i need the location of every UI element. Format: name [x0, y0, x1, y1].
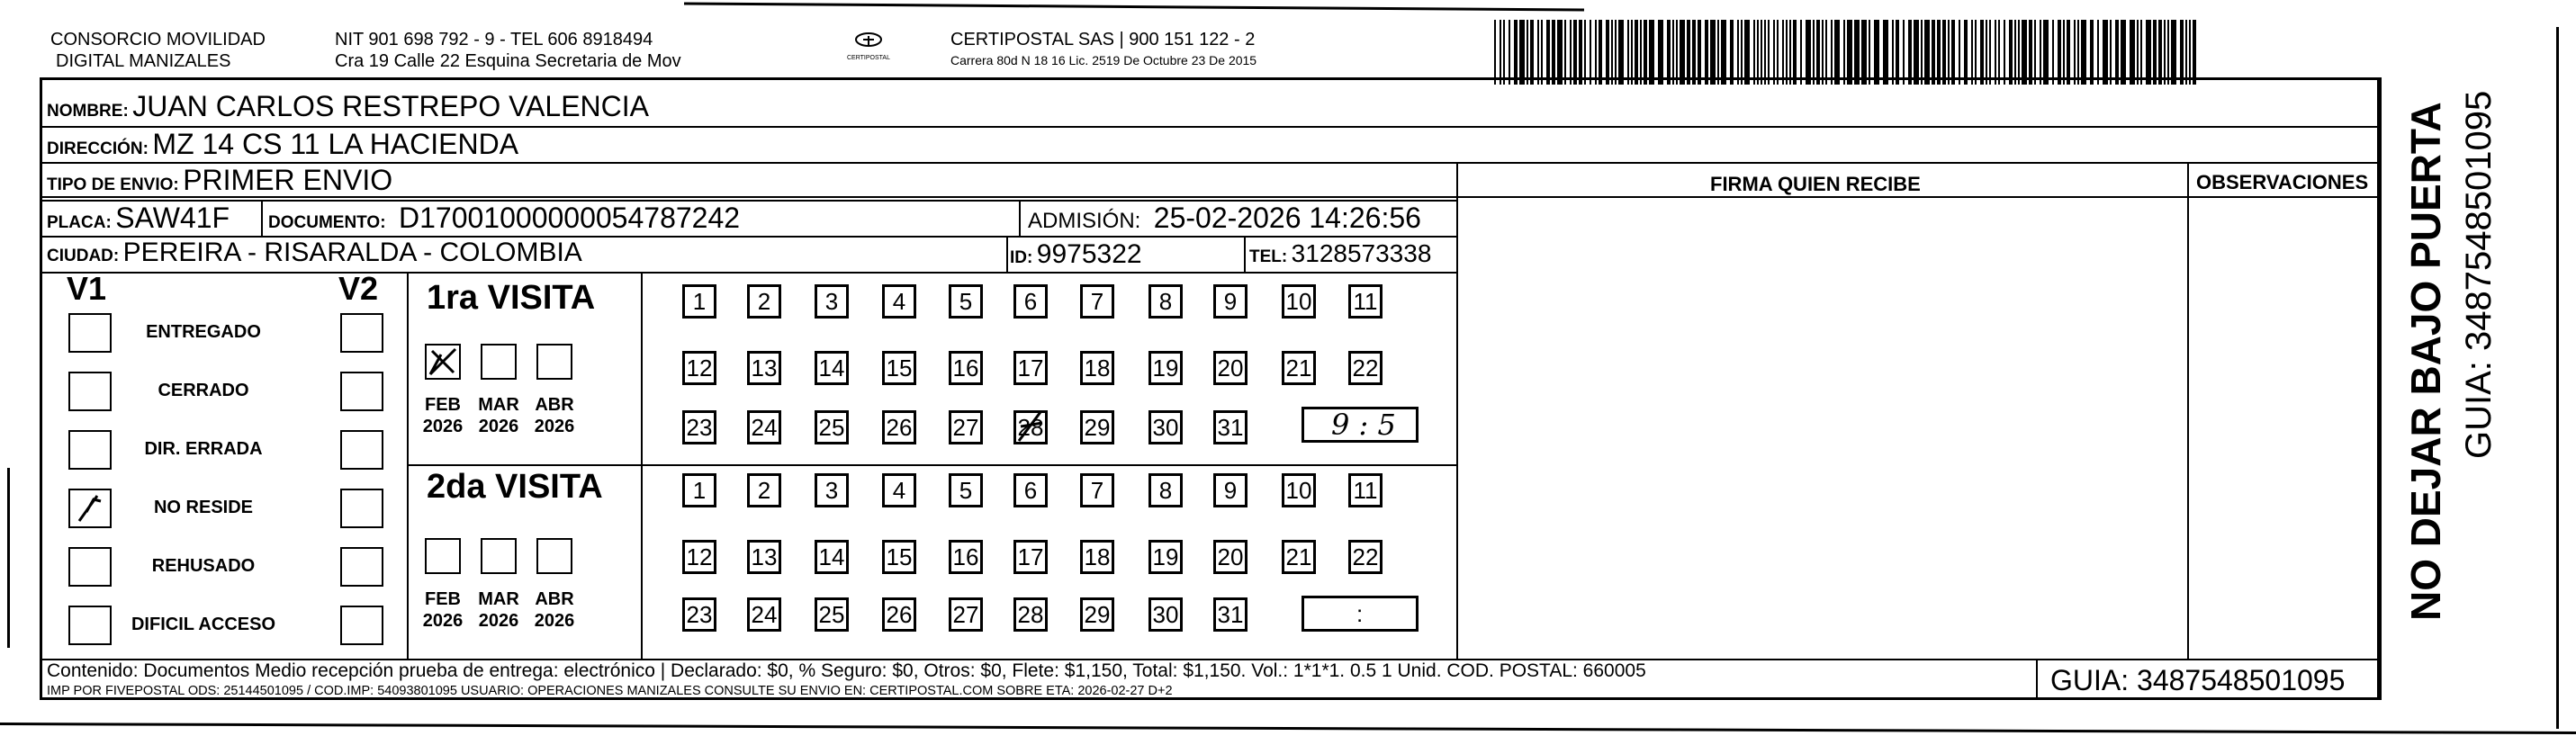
- admision-row: ADMISIÓN: 25-02-2026 14:26:56: [1028, 202, 1421, 234]
- status-label: NO RESIDE: [153, 498, 254, 517]
- day-box[interactable]: 10: [1282, 473, 1316, 507]
- visit-divider: [407, 464, 1456, 466]
- ciudad-row: CIUDAD: PEREIRA - RISARALDA - COLOMBIA: [47, 238, 582, 267]
- month-checkbox[interactable]: [425, 538, 461, 574]
- col-divider: [2187, 162, 2189, 659]
- col-divider: [261, 200, 263, 236]
- tipo-envio-value: PRIMER ENVIO: [183, 164, 393, 196]
- month-label: ABR 2026: [534, 395, 575, 436]
- company-contact: NIT 901 698 792 - 9 - TEL 606 8918494 Cra 19 Calle 22 Esquina Secretaria de Mov: [335, 30, 681, 71]
- top-tear-edge: [684, 3, 1584, 12]
- day-box[interactable]: 2: [747, 473, 781, 507]
- day-box[interactable]: 15: [882, 540, 916, 574]
- day-box[interactable]: 28: [1013, 597, 1048, 632]
- v2-checkbox[interactable]: [340, 547, 383, 587]
- second-visit-time-placeholder: :: [1356, 600, 1364, 627]
- id-row: ID: 9975322: [1010, 239, 1142, 269]
- day-box[interactable]: 11: [1348, 473, 1383, 507]
- day-box[interactable]: 26: [882, 597, 916, 632]
- certipostal-info: CERTIPOSTAL SAS | 900 151 122 - 2 Carrera 80d N 18 16 Lic. 2519 De Octubre 23 De 2015: [950, 30, 1257, 67]
- day-box[interactable]: 17: [1013, 540, 1048, 574]
- tipo-envio-row: TIPO DE ENVIO: PRIMER ENVIO: [47, 164, 393, 196]
- second-visit-time-box[interactable]: [1302, 596, 1419, 632]
- signature-area-top: [1456, 196, 2380, 198]
- company-name: CONSORCIO MOVILIDAD DIGITAL MANIZALES: [50, 30, 266, 71]
- day-box[interactable]: 27: [949, 597, 983, 632]
- observaciones-label: OBSERVACIONES: [2196, 171, 2369, 193]
- month-label: MAR 2026: [478, 395, 519, 436]
- day-box[interactable]: 31: [1213, 410, 1247, 444]
- day-box[interactable]: 29: [1080, 597, 1114, 632]
- documento-value: D17001000000054787242: [399, 202, 741, 234]
- day-box[interactable]: 1: [682, 473, 716, 507]
- day-box[interactable]: 13: [747, 351, 781, 385]
- col-divider: [1456, 162, 1458, 659]
- day-box[interactable]: 6: [1013, 473, 1048, 507]
- bottom-tear-edge: [0, 723, 2576, 734]
- row-divider: [40, 272, 1456, 274]
- placa-row: PLACA: SAW41F: [47, 202, 230, 234]
- day-box[interactable]: 4: [882, 473, 916, 507]
- day-box[interactable]: 3: [815, 473, 849, 507]
- direccion-row: DIRECCIÓN: MZ 14 CS 11 LA HACIENDA: [47, 128, 519, 160]
- day-box[interactable]: 9: [1213, 284, 1247, 319]
- footer-imp: IMP POR FIVEPOSTAL ODS: 25144501095 / COD.IMP: 54093801095 USUARIO: OPERACIONES MANIZALES CONSULTE SU ENVIO EN: CERTIPOSTAL.COM SOBRE ETA: 2026-02-27 D+2: [47, 684, 1173, 698]
- day-box[interactable]: 21: [1282, 540, 1316, 574]
- side-guia: GUIA: 3487548501095: [2459, 90, 2499, 459]
- day-box[interactable]: 23: [682, 410, 716, 444]
- day-box[interactable]: 12: [682, 351, 716, 385]
- day-box[interactable]: 16: [949, 351, 983, 385]
- footer-divider: [2036, 659, 2038, 700]
- day-box[interactable]: 29: [1080, 410, 1114, 444]
- barcode: [1494, 20, 2205, 85]
- status-label: DIFICIL ACCESO: [131, 615, 275, 634]
- right-tear-edge: [2556, 27, 2559, 729]
- v2-label: V2: [338, 270, 379, 307]
- month-label: FEB 2026: [422, 589, 464, 631]
- status-label: DIR. ERRADA: [144, 439, 263, 459]
- day-box[interactable]: 7: [1080, 473, 1114, 507]
- month-checkbox[interactable]: [481, 344, 517, 380]
- v2-checkbox[interactable]: [340, 430, 383, 470]
- day-box[interactable]: 30: [1148, 597, 1183, 632]
- v2-checkbox[interactable]: [340, 606, 383, 645]
- day-box[interactable]: 8: [1148, 284, 1183, 319]
- day-box[interactable]: 30: [1148, 410, 1183, 444]
- day-box[interactable]: 13: [747, 540, 781, 574]
- col-divider: [1244, 236, 1246, 272]
- day-box[interactable]: 7: [1080, 284, 1114, 319]
- day-box[interactable]: 26: [882, 410, 916, 444]
- month-checkbox[interactable]: [536, 344, 572, 380]
- month-label: FEB 2026: [422, 395, 464, 436]
- day-box[interactable]: 9: [1213, 473, 1247, 507]
- footer-guia: GUIA: 3487548501095: [2050, 664, 2346, 696]
- v2-checkbox[interactable]: [340, 489, 383, 528]
- month-checkbox[interactable]: [425, 344, 461, 380]
- day-box[interactable]: 2: [747, 284, 781, 319]
- col-divider: [1019, 200, 1021, 236]
- day-box[interactable]: 1: [682, 284, 716, 319]
- day-box[interactable]: 3: [815, 284, 849, 319]
- month-label: ABR 2026: [534, 589, 575, 631]
- month-label: MAR 2026: [478, 589, 519, 631]
- direccion-value: MZ 14 CS 11 LA HACIENDA: [152, 128, 519, 160]
- day-box[interactable]: 11: [1348, 284, 1383, 319]
- day-box[interactable]: 24: [747, 597, 781, 632]
- nombre-value: JUAN CARLOS RESTREPO VALENCIA: [132, 90, 649, 122]
- day-box[interactable]: 20: [1213, 540, 1247, 574]
- day-box[interactable]: 22: [1348, 540, 1383, 574]
- first-visit-time-box[interactable]: [1302, 407, 1419, 443]
- month-checkbox[interactable]: [536, 538, 572, 574]
- day-box[interactable]: 18: [1080, 540, 1114, 574]
- day-box[interactable]: 4: [882, 284, 916, 319]
- day-box[interactable]: 18: [1080, 351, 1114, 385]
- day-box[interactable]: 12: [682, 540, 716, 574]
- day-box[interactable]: 5: [949, 473, 983, 507]
- first-visit-title: 1ra VISITA: [427, 279, 596, 317]
- first-visit-time-value: 9 : 5: [1331, 408, 1396, 442]
- placa-value: SAW41F: [115, 202, 230, 234]
- v2-checkbox[interactable]: [340, 313, 383, 353]
- col-divider: [2380, 77, 2382, 700]
- documento-row: DOCUMENTO: D17001000000054787242: [268, 202, 741, 234]
- firma-label: FIRMA QUIEN RECIBE: [1710, 173, 1921, 195]
- footer-contenido: Contenido: Documentos Medio recepción prueba de entrega: electrónico | Declarado: $0, % Seguro: $0, Otros: $0, Flete: $1,150, Total: $1,150. Vol.: 1*1*1. 0.5 1 Unid. COD. POSTAL: 660005: [47, 660, 1646, 681]
- day-box[interactable]: 31: [1213, 597, 1247, 632]
- day-box[interactable]: 20: [1213, 351, 1247, 385]
- tel-value: 3128573338: [1291, 239, 1432, 267]
- day-box[interactable]: 15: [882, 351, 916, 385]
- day-box[interactable]: 5: [949, 284, 983, 319]
- month-checkbox[interactable]: [481, 538, 517, 574]
- status-label: REHUSADO: [151, 556, 256, 576]
- day-box[interactable]: 27: [949, 410, 983, 444]
- day-box[interactable]: 17: [1013, 351, 1048, 385]
- v1-label: V1: [67, 270, 107, 307]
- tel-row: TEL: 3128573338: [1249, 239, 1432, 267]
- col-divider: [407, 272, 409, 659]
- id-value: 9975322: [1036, 239, 1142, 269]
- side-notice-wrapper: [2385, 81, 2556, 621]
- day-box[interactable]: 8: [1148, 473, 1183, 507]
- second-visit-title: 2da VISITA: [427, 468, 603, 506]
- day-box[interactable]: 16: [949, 540, 983, 574]
- side-notice: NO DEJAR BAJO PUERTA: [2402, 102, 2449, 621]
- day-box[interactable]: 14: [815, 540, 849, 574]
- day-box[interactable]: 23: [682, 597, 716, 632]
- day-box[interactable]: 25: [815, 410, 849, 444]
- certipostal-logo: CERTIPOSTAL: [837, 31, 900, 62]
- day-box[interactable]: 19: [1148, 540, 1183, 574]
- day-box[interactable]: 22: [1348, 351, 1383, 385]
- day-box[interactable]: 24: [747, 410, 781, 444]
- ciudad-value: PEREIRA - RISARALDA - COLOMBIA: [122, 238, 582, 267]
- day-box[interactable]: 6: [1013, 284, 1048, 319]
- nombre-row: NOMBRE: JUAN CARLOS RESTREPO VALENCIA: [47, 90, 649, 122]
- day-box[interactable]: 14: [815, 351, 849, 385]
- v2-checkbox[interactable]: [340, 372, 383, 411]
- col-divider: [641, 272, 643, 659]
- day-box[interactable]: 21: [1282, 351, 1316, 385]
- status-label: CERRADO: [158, 381, 249, 400]
- admision-value: 25-02-2026 14:26:56: [1153, 202, 1421, 234]
- day-box[interactable]: 28: [1013, 410, 1048, 444]
- col-divider: [1006, 236, 1008, 272]
- day-box[interactable]: 10: [1282, 284, 1316, 319]
- day-box[interactable]: 19: [1148, 351, 1183, 385]
- status-label: ENTREGADO: [146, 322, 261, 342]
- day-box[interactable]: 25: [815, 597, 849, 632]
